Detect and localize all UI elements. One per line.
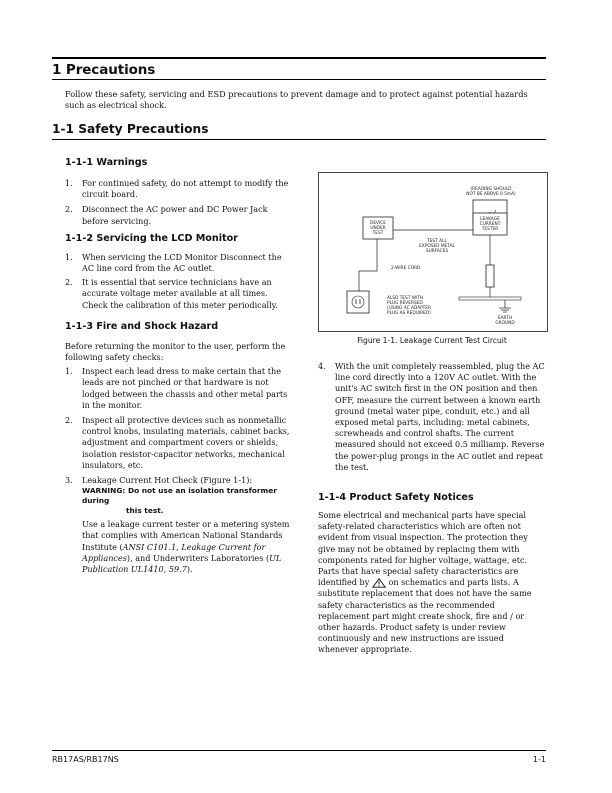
list-item: 1. For continued safety, do not attempt to modify the circuit board. <box>65 178 289 200</box>
warnings-heading: 1-1-1 Warnings <box>65 157 148 168</box>
svg-text:CURRENT: CURRENT <box>479 222 501 227</box>
figure-caption: Figure 1-1. Leakage Current Test Circuit <box>357 336 507 345</box>
top-rule <box>52 57 546 59</box>
svg-text:TEST ALL: TEST ALL <box>427 239 447 244</box>
svg-text:TESTER: TESTER <box>481 227 499 232</box>
safety-precautions-heading: 1-1 Safety Precautions <box>52 122 209 136</box>
svg-text:EXPOSED METAL: EXPOSED METAL <box>419 244 455 249</box>
fire-list <box>65 366 293 486</box>
leakage-tester-paragraph: Use a leakage current tester or a metering system that complies with American National Standards Institute (ANSI C101.1, Leakage Current for Appliances), and Underwriters Laboratories (UL Publication UL1410, 59.7). <box>82 519 290 575</box>
test-probe-icon <box>486 265 494 287</box>
svg-text:PLUG AS REQUIRED): PLUG AS REQUIRED) <box>387 311 431 316</box>
ground-rail <box>459 297 521 300</box>
svg-text:ALSO TEST WITH: ALSO TEST WITH <box>387 296 424 301</box>
svg-text:DEVICE: DEVICE <box>370 221 386 226</box>
footer-rule <box>52 750 546 751</box>
list-item: 2. It is essential that service technicians have an accurate voltage meter available at all times. Check the calibration of this meter periodically. <box>65 277 278 310</box>
servicing-heading: 1-1-2 Servicing the LCD Monitor <box>65 232 238 244</box>
list-item: 2. Inspect all protective devices such as nonmetallic control knobs, insulating materials, cabinet backs, adjustment and compartment covers or shields, isolation resistor-capacitor networks, mechanical insulators, etc. <box>65 415 290 470</box>
warning-line-2: this test. <box>126 506 164 516</box>
footer-model: RB17AS/RB17NS <box>52 755 119 764</box>
svg-text:LEAKAGE: LEAKAGE <box>480 217 500 222</box>
footer-page-number: 1-1 <box>532 755 546 764</box>
warning-line-1: WARNING: Do not use an isolation transformer during <box>82 486 277 506</box>
svg-text:SURFACES: SURFACES <box>425 249 449 254</box>
list-item: 4. With the unit completely reassembled, plug the AC line cord directly into a 120V AC outlet. With the unit's AC switch first in the ON position and then OFF, measure the current between a known earth ground (metal water pipe, conduit, etc.) and all exposed metal parts, including: metal cabinets, screwheads and control shafts. The current measured should not exceed 0.5 milliamp. Reverse the power-plug prongs in the AC outlet and repeat the test. <box>318 361 545 472</box>
page-title: 1 Precautions <box>52 62 156 78</box>
list-item: 1. When servicing the LCD Monitor Disconnect the AC line cord from the AC outlet. <box>65 251 282 274</box>
list-item: 1. Inspect each lead dress to make certain that the leads are not pinched or that hardware is not lodged between the chassis and other metal parts in the monitor. <box>65 366 288 410</box>
leakage-step-list <box>318 361 546 473</box>
title-underline <box>52 79 546 80</box>
warning-triangle-icon <box>372 578 386 588</box>
list-item: 2. Disconnect the AC power and DC Power Jack before servicing. <box>65 204 268 226</box>
svg-text:(USING AC ADAPTER: (USING AC ADAPTER <box>387 306 431 311</box>
list-item: 3. Leakage Current Hot Check (Figure 1-1): <box>65 475 253 486</box>
svg-text:2-WIRE CORD: 2-WIRE CORD <box>391 266 421 271</box>
fire-intro: Before returning the monitor to the user, perform the following safety checks: <box>65 340 286 363</box>
leakage-circuit-diagram <box>319 173 547 331</box>
product-safety-paragraph: Some electrical and mechanical parts have special safety-related characteristics which are often not evident from visual inspection. The protection they give may not be obtained by replacing them with components rated for higher voltage, wattage, etc. Parts that have special safety characteristics are identified by on schematics and parts lists. A substitute replacement that does not have the same safety characteristics as the recommended replacement part might create shock, fire and / or other hazards. Product safety is under review continuously and new instructions are issued whenever appropriate. <box>318 510 532 655</box>
section-underline <box>52 139 546 140</box>
left-column <box>65 156 293 575</box>
svg-text:(READING SHOULD: (READING SHOULD <box>470 187 512 192</box>
ac-outlet-icon <box>347 291 369 313</box>
servicing-list <box>65 252 293 311</box>
product-safety-heading: 1-1-4 Product Safety Notices <box>318 492 474 504</box>
warnings-list <box>65 178 293 227</box>
svg-text:UNDER: UNDER <box>370 226 386 231</box>
fire-shock-heading: 1-1-3 Fire and Shock Hazard <box>65 320 219 332</box>
svg-text:PLUG REVERSED: PLUG REVERSED <box>387 301 423 306</box>
warning-block <box>65 486 293 575</box>
svg-text:TEST: TEST <box>372 231 384 236</box>
leakage-test-figure <box>318 172 548 332</box>
right-column <box>318 361 546 656</box>
svg-text:NOT BE ABOVE 0.5mA): NOT BE ABOVE 0.5mA) <box>466 192 516 197</box>
svg-text:GROUND: GROUND <box>495 321 515 326</box>
intro-paragraph: Follow these safety, servicing and ESD precautions to prevent damage and to protect against potential hazards such as electrical shock. <box>65 89 528 111</box>
svg-text:EARTH: EARTH <box>497 316 513 321</box>
